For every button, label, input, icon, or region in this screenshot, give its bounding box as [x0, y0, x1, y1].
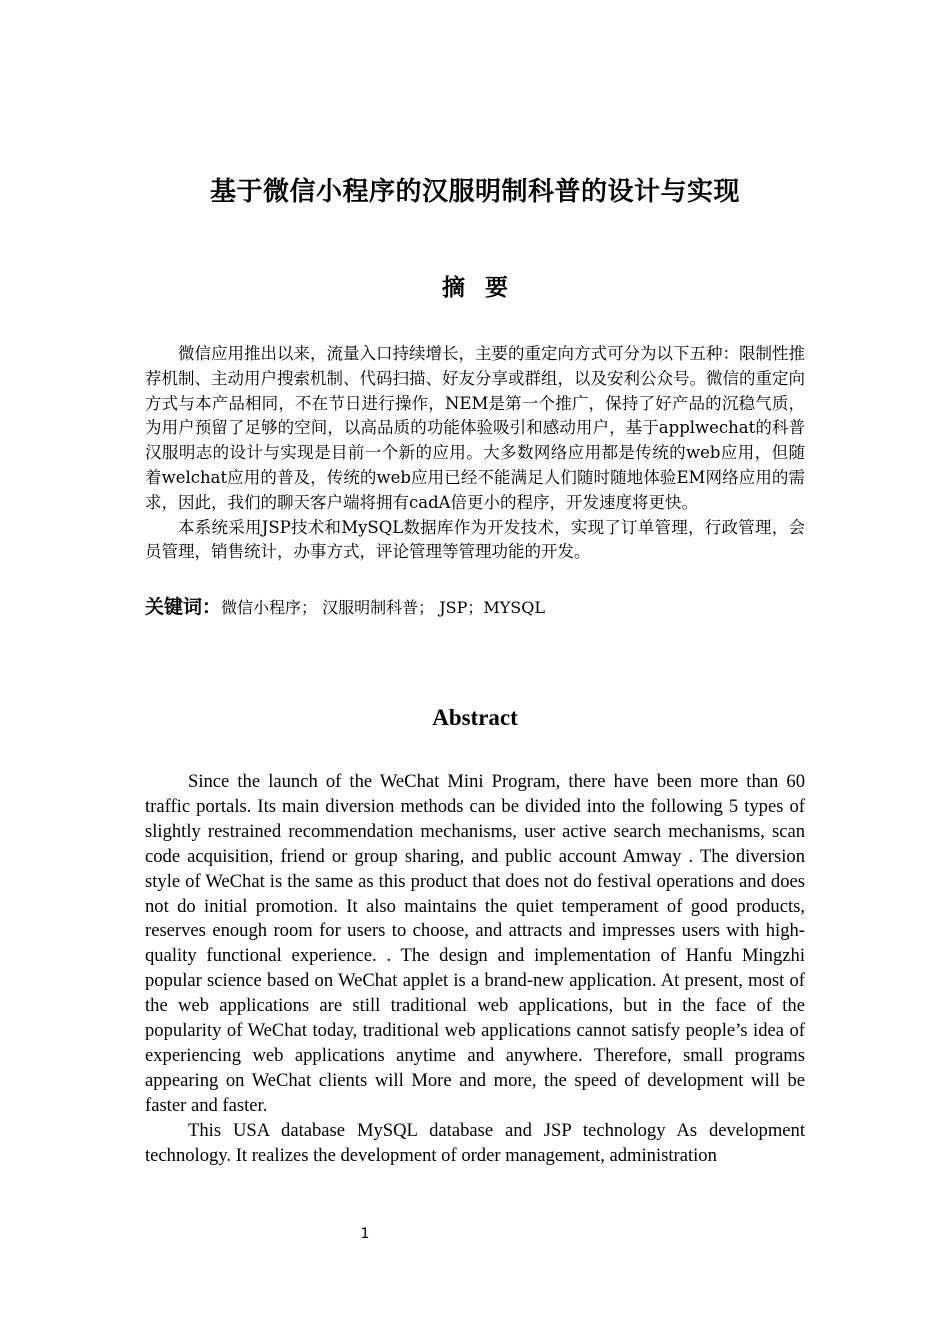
keywords-text: 微信小程序； 汉服明制科普； JSP；MYSQL: [221, 598, 545, 617]
chinese-abstract-heading: 摘要: [442, 275, 528, 301]
english-abstract-body: [145, 770, 805, 1169]
chinese-abstract-paragraph: 微信应用推出以来，流量入口持续增长，主要的重定向方式可分为以下五种：限制性推荐机制、主动用户搜索机制、代码扫描、好友分享或群组，以及安利公众号。微信的重定向方式与本产品相同，不在节日进行操作，NEM是第一个推广，保持了好产品的沉稳气质，为用户预留了足够的空间，以高品质的功能体验吸引和感动用户，基于applwechat的科普汉服明志的设计与实现是目前一个新的应用。大多数网络应用都是传统的web应用，但随着welchat应用的普及，传统的web应用已经不能满足人们随时随地体验EM网络应用的需求，因此，我们的聊天客户端将拥有cadA倍更小的程序，开发速度将更快。: [145, 344, 805, 512]
chinese-abstract-body: [145, 342, 805, 565]
english-abstract-paragraph: Since the launch of the WeChat Mini Program, there have been more than 60 traffic portals. Its main diversion methods can be divided into the following 5 types of slightly restrained recommendation mechanisms, user active search mechanisms, scan code acquisition, friend or group sharing, and public account Amway . The diversion style of WeChat is the same as this product that does not do festival operations and does not do initial promotion. It also maintains the quiet temperament of good products, reserves enough room for users to choose, and attracts and impresses users with high-quality functional experience. . The design and implementation of Hanfu Mingzhi popular science based on WeChat applet is a brand-new application. At present, most of the web applications are still traditional web applications, but in the face of the popularity of WeChat today, traditional web applications cannot satisfy people’s idea of experiencing web applications anytime and anywhere. Therefore, small programs appearing on WeChat clients will More and more, the speed of development will be faster and faster.: [145, 771, 805, 1116]
english-abstract-heading: Abstract: [432, 705, 518, 730]
document-title: 基于微信小程序的汉服明制科普的设计与实现: [209, 177, 740, 207]
chinese-keywords: [145, 594, 805, 621]
chinese-abstract-paragraph: 本系统采用JSP技术和MySQL数据库作为开发技术，实现了订单管理，行政管理，会员管理，销售统计，办事方式，评论管理等管理功能的开发。: [145, 517, 805, 562]
english-abstract-paragraph: This USA database MySQL database and JSP technology As development technology. It realizes the development of order management, administration: [145, 1119, 805, 1166]
page-number: 1: [360, 1226, 370, 1242]
keywords-label: 关键词：: [145, 596, 222, 618]
